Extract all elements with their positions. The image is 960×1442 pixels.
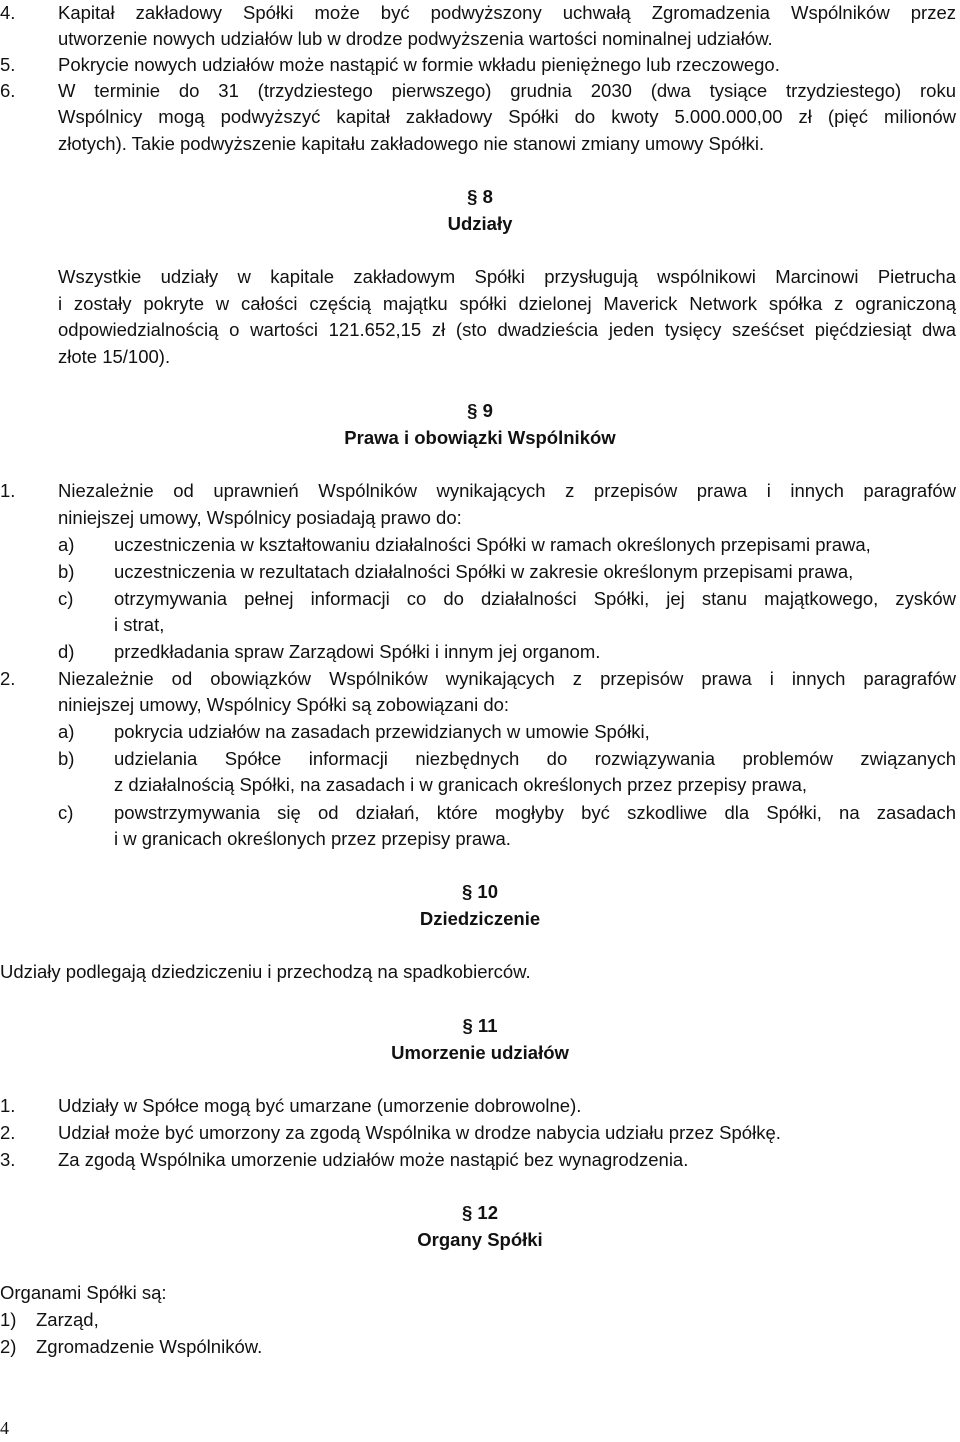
paragraph-line: Kapitał zakładowy Spółki może być podwyższony uchwałą Zgromadzenia Wspólników przez — [58, 2, 956, 23]
list-item-text: uczestniczenia w kształtowaniu działalności Spółki w ramach określonych przepisami prawa, — [114, 534, 871, 555]
section-title: Organy Spółki — [417, 1229, 543, 1250]
section-number: § 12 — [461, 1202, 498, 1223]
list-letter: b) — [58, 748, 75, 769]
list-letter: d) — [58, 641, 75, 662]
paragraph-line: Wspólnicy mogą podwyższyć kapitał zakładowy Spółki do kwoty 5.000.000,00 zł (pięć milionów — [58, 106, 956, 127]
list-letter: b) — [58, 561, 75, 582]
list-number: 6. — [0, 80, 16, 101]
list-letter: c) — [58, 802, 74, 823]
paragraph-line: Niezależnie od obowiązków Wspólników wynikających z przepisów prawa i innych paragrafów — [58, 668, 956, 689]
section-title: Dziedziczenie — [419, 908, 541, 929]
paragraph-line: Wszystkie udziały w kapitale zakładowym Spółki przysługują wspólnikowi Marcinowi Pietrucha — [58, 266, 956, 287]
paragraph-line: utworzenie nowych udziałów lub w drodze podwyższenia wartości nominalnej udziałów. — [58, 28, 773, 49]
paragraph-line: W terminie do 31 (trzydziestego pierwszego) grudnia 2030 (dwa tysiące trzydziestego) roku — [58, 80, 956, 101]
section-title: Prawa i obowiązki Wspólników — [344, 427, 616, 448]
paragraph-line: i zostały pokryte w całości częścią majątku spółki dzielonej Maverick Network spółka z ograniczoną — [58, 293, 956, 314]
list-number: 5. — [0, 54, 16, 75]
list-item-text: udzielania Spółce informacji niezbędnych do rozwiązywania problemów związanych — [114, 748, 956, 769]
paragraph-line: odpowiedzialnością o wartości 121.652,15 zł (sto dwadzieścia jeden tysięcy sześćset pięćdziesiąt dwa — [58, 319, 956, 340]
list-number: 2) — [0, 1336, 17, 1357]
paragraph-line: Pokrycie nowych udziałów może nastąpić w formie wkładu pieniężnego lub rzeczowego. — [58, 54, 780, 75]
list-item-text: Za zgodą Wspólnika umorzenie udziałów może nastąpić bez wynagrodzenia. — [58, 1149, 689, 1170]
list-number: 1) — [0, 1309, 17, 1330]
list-letter: a) — [58, 534, 75, 555]
section-title: Umorzenie udziałów — [391, 1042, 569, 1063]
list-number: 1. — [0, 480, 16, 501]
paragraph-line: złote 15/100). — [58, 346, 171, 367]
list-number: 2. — [0, 1122, 16, 1143]
list-letter: c) — [58, 588, 74, 609]
list-item-text: Udziały w Spółce mogą być umarzane (umorzenie dobrowolne). — [58, 1095, 582, 1116]
list-item-text: Udział może być umorzony za zgodą Wspólnika w drodze nabycia udziału przez Spółkę. — [58, 1122, 781, 1143]
list-number: 3. — [0, 1149, 16, 1170]
list-item-text: i strat, — [114, 614, 165, 635]
list-item-text: z działalnością Spółki, na zasadach i w granicach określonych przez przepisy prawa, — [114, 774, 808, 795]
list-number: 2. — [0, 668, 16, 689]
list-item-text: Zarząd, — [36, 1309, 99, 1330]
list-item-text: i w granicach określonych przez przepisy prawa. — [114, 828, 511, 849]
paragraph-line: Udziały podlegają dziedziczeniu i przechodzą na spadkobierców. — [0, 961, 531, 982]
page-number: 4 — [0, 1418, 9, 1438]
list-letter: a) — [58, 721, 75, 742]
paragraph-line: Niezależnie od uprawnień Wspólników wynikających z przepisów prawa i innych paragrafów — [58, 480, 956, 501]
list-item-text: uczestniczenia w rezultatach działalności Spółki w zakresie określonym przepisami prawa, — [114, 561, 854, 582]
paragraph-line: Organami Spółki są: — [0, 1282, 167, 1303]
list-number: 1. — [0, 1095, 16, 1116]
paragraph-line: niniejszej umowy, Wspólnicy Spółki są zobowiązani do: — [58, 694, 510, 715]
list-item-text: powstrzymywania się od działań, które mogłyby być szkodliwe dla Spółki, na zasadach — [114, 802, 956, 823]
paragraph-line: niniejszej umowy, Wspólnicy posiadają prawo do: — [58, 507, 462, 528]
section-number: § 10 — [461, 881, 498, 902]
paragraph-line: złotych). Takie podwyższenie kapitału zakładowego nie stanowi zmiany umowy Spółki. — [58, 133, 765, 154]
list-item-text: Zgromadzenie Wspólników. — [36, 1336, 263, 1357]
list-item-text: otrzymywania pełnej informacji co do działalności Spółki, jej stanu majątkowego, zysków — [114, 588, 956, 609]
list-number: 4. — [0, 2, 16, 23]
list-item-text: pokrycia udziałów na zasadach przewidzianych w umowie Spółki, — [114, 721, 650, 742]
section-title: Udziały — [447, 213, 513, 234]
section-number: § 8 — [467, 186, 493, 207]
section-number: § 9 — [467, 400, 493, 421]
list-item-text: przedkładania spraw Zarządowi Spółki i innym jej organom. — [114, 641, 601, 662]
section-number: § 11 — [462, 1015, 498, 1036]
